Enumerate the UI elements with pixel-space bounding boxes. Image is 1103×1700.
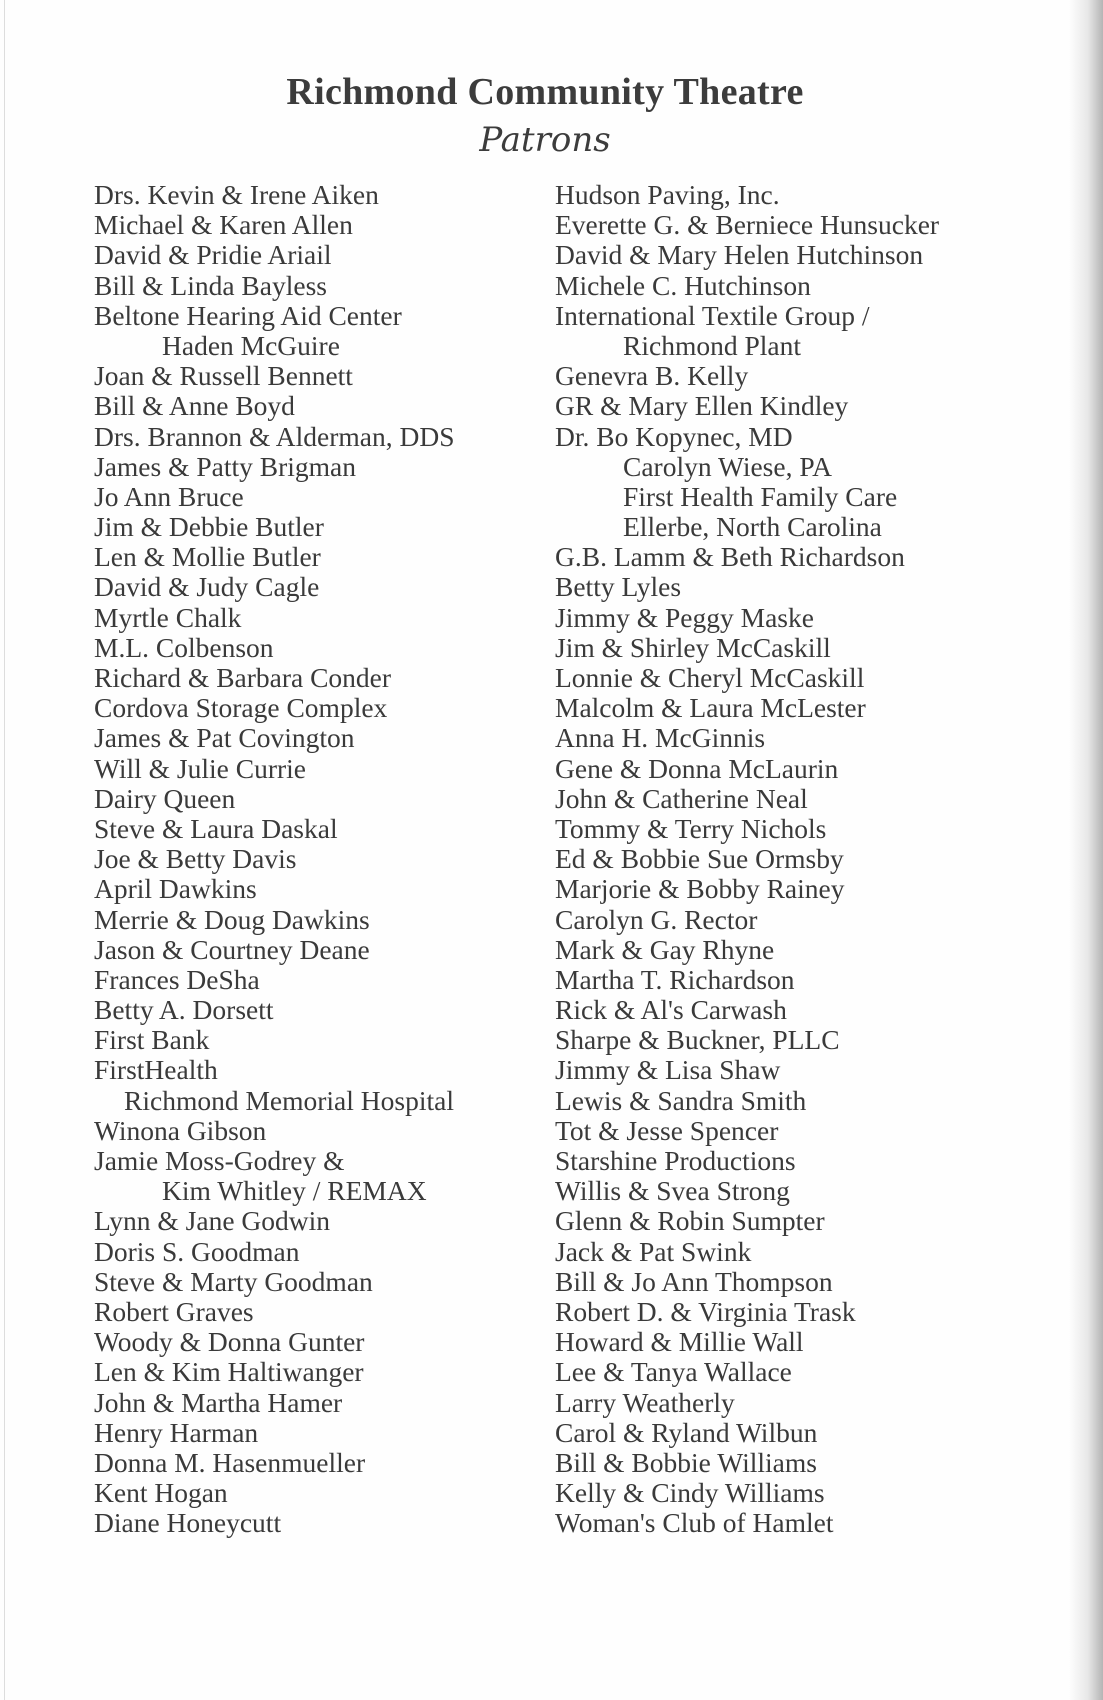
patron-entry: Bill & Linda Bayless bbox=[94, 269, 327, 301]
patron-entry: Steve & Laura Daskal bbox=[94, 812, 338, 844]
patron-list-left bbox=[94, 180, 534, 1538]
patron-entry: John & Martha Hamer bbox=[94, 1386, 343, 1418]
patron-entry: Howard & Millie Wall bbox=[555, 1326, 804, 1358]
page-title: Richmond Community Theatre bbox=[286, 71, 804, 113]
patron-entry-continuation: Carolyn Wiese, PA bbox=[623, 450, 832, 482]
patron-entry: Jo Ann Bruce bbox=[94, 480, 244, 512]
patron-entry: Jimmy & Lisa Shaw bbox=[555, 1054, 781, 1086]
patron-entry: Jim & Shirley McCaskill bbox=[555, 631, 831, 663]
page-subtitle: Patrons bbox=[479, 120, 611, 160]
patron-entry: Michele C. Hutchinson bbox=[555, 269, 811, 301]
patron-entry: Drs. Brannon & Alderman, DDS bbox=[94, 420, 455, 452]
patron-entry: G.B. Lamm & Beth Richardson bbox=[555, 541, 905, 573]
patron-entry: Malcolm & Laura McLester bbox=[555, 692, 866, 724]
patron-entry: Jason & Courtney Deane bbox=[94, 933, 370, 965]
patron-entry: David & Pridie Ariail bbox=[94, 239, 332, 271]
patron-entry: Martha T. Richardson bbox=[555, 963, 795, 995]
patron-entry: First Bank bbox=[94, 1024, 210, 1056]
patron-entry: James & Patty Brigman bbox=[94, 450, 356, 482]
patron-entry: Marjorie & Bobby Rainey bbox=[555, 873, 845, 905]
patron-entry: International Textile Group / bbox=[555, 299, 870, 331]
patron-entry: Rick & Al's Carwash bbox=[555, 994, 787, 1026]
patron-list-right bbox=[555, 180, 975, 1538]
patron-entry: Betty Lyles bbox=[555, 571, 682, 603]
patron-entry-continuation: Kim Whitley / REMAX bbox=[162, 1175, 427, 1207]
patron-entry: Michael & Karen Allen bbox=[94, 209, 353, 241]
patron-entry: Bill & Jo Ann Thompson bbox=[555, 1265, 833, 1297]
patron-entry: Carol & Ryland Wilbun bbox=[555, 1416, 818, 1448]
page-edge-shadow bbox=[1069, 0, 1103, 1700]
patron-entry: Jim & Debbie Butler bbox=[94, 511, 324, 543]
patron-entry-continuation: Richmond Plant bbox=[623, 329, 801, 361]
patron-entry: April Dawkins bbox=[94, 873, 257, 905]
patron-entry: Richard & Barbara Conder bbox=[94, 662, 392, 693]
patron-entry: Genevra B. Kelly bbox=[555, 360, 749, 392]
patron-entry: GR & Mary Ellen Kindley bbox=[555, 390, 849, 422]
patron-entry: Anna H. McGinnis bbox=[555, 722, 766, 754]
patron-entry: Lee & Tanya Wallace bbox=[555, 1356, 792, 1388]
patron-entry: Woman's Club of Hamlet bbox=[555, 1507, 834, 1539]
patron-entry: Doris S. Goodman bbox=[94, 1235, 300, 1267]
patron-entry: Woody & Donna Gunter bbox=[94, 1326, 365, 1358]
patron-entry: Carolyn G. Rector bbox=[555, 903, 758, 935]
patron-entry-continuation: First Health Family Care bbox=[623, 480, 898, 512]
patron-entry: Mark & Gay Rhyne bbox=[555, 933, 775, 965]
patron-entry: FirstHealth bbox=[94, 1054, 218, 1086]
patron-entry: Diane Honeycutt bbox=[94, 1507, 282, 1539]
patron-entry-continuation: Ellerbe, North Carolina bbox=[623, 511, 882, 543]
patron-entry: Starshine Productions bbox=[555, 1145, 796, 1176]
patron-entry: Hudson Paving, Inc. bbox=[555, 179, 780, 210]
patron-entry: Myrtle Chalk bbox=[94, 601, 242, 633]
patron-entry: Merrie & Doug Dawkins bbox=[94, 903, 370, 935]
patron-entry: Henry Harman bbox=[94, 1416, 259, 1448]
page-edge-line bbox=[4, 0, 5, 1700]
patron-entry: Beltone Hearing Aid Center bbox=[94, 299, 402, 331]
patron-entry: Len & Kim Haltiwanger bbox=[94, 1356, 364, 1388]
patron-entry: Lynn & Jane Godwin bbox=[94, 1205, 331, 1237]
patron-entry: John & Catherine Neal bbox=[555, 782, 808, 814]
patron-entry: Jimmy & Peggy Maske bbox=[555, 601, 814, 633]
patron-entry: Cordova Storage Complex bbox=[94, 692, 388, 724]
patron-entry: Glenn & Robin Sumpter bbox=[555, 1205, 825, 1237]
patron-entry: Ed & Bobbie Sue Ormsby bbox=[555, 843, 844, 875]
patron-entry: Willis & Svea Strong bbox=[555, 1175, 790, 1207]
patron-entry: Joe & Betty Davis bbox=[94, 843, 297, 875]
patron-entry-continuation: Haden McGuire bbox=[162, 329, 340, 361]
patron-entry: Lonnie & Cheryl McCaskill bbox=[555, 662, 865, 693]
patron-entry-continuation: Richmond Memorial Hospital bbox=[124, 1084, 454, 1116]
patron-entry: David & Judy Cagle bbox=[94, 571, 320, 603]
patron-entry: Will & Julie Currie bbox=[94, 752, 306, 784]
patron-entry: Kent Hogan bbox=[94, 1477, 228, 1509]
patron-entry: James & Pat Covington bbox=[94, 722, 355, 754]
patron-entry: Sharpe & Buckner, PLLC bbox=[555, 1024, 840, 1056]
patron-entry: Tommy & Terry Nichols bbox=[555, 812, 827, 844]
patron-entry: Everette G. & Berniece Hunsucker bbox=[555, 209, 940, 241]
patron-entry: Donna M. Hasenmueller bbox=[94, 1446, 366, 1478]
patron-entry: Dairy Queen bbox=[94, 782, 236, 814]
patron-entry: Bill & Anne Boyd bbox=[94, 390, 295, 422]
patron-entry: Tot & Jesse Spencer bbox=[555, 1114, 779, 1146]
patron-entry: Kelly & Cindy Williams bbox=[555, 1477, 825, 1509]
patron-entry: Len & Mollie Butler bbox=[94, 541, 321, 573]
patron-entry: David & Mary Helen Hutchinson bbox=[555, 239, 924, 271]
patron-entry: Jack & Pat Swink bbox=[555, 1235, 752, 1267]
patron-entry: Robert D. & Virginia Trask bbox=[555, 1295, 856, 1327]
patron-entry: Bill & Bobbie Williams bbox=[555, 1446, 817, 1478]
patron-entry: Drs. Kevin & Irene Aiken bbox=[94, 179, 379, 210]
patron-entry: Lewis & Sandra Smith bbox=[555, 1084, 807, 1116]
patron-entry: Steve & Marty Goodman bbox=[94, 1265, 373, 1297]
patron-entry: M.L. Colbenson bbox=[94, 631, 274, 663]
patron-entry: Frances DeSha bbox=[94, 963, 260, 995]
patron-entry: Robert Graves bbox=[94, 1295, 254, 1327]
patron-entry: Joan & Russell Bennett bbox=[94, 360, 353, 392]
patron-entry: Winona Gibson bbox=[94, 1114, 267, 1146]
patron-entry: Jamie Moss-Godrey & bbox=[94, 1145, 345, 1176]
patron-entry: Gene & Donna McLaurin bbox=[555, 752, 839, 784]
patron-entry: Larry Weatherly bbox=[555, 1386, 735, 1418]
patron-entry: Betty A. Dorsett bbox=[94, 994, 274, 1026]
patron-entry: Dr. Bo Kopynec, MD bbox=[555, 420, 793, 452]
